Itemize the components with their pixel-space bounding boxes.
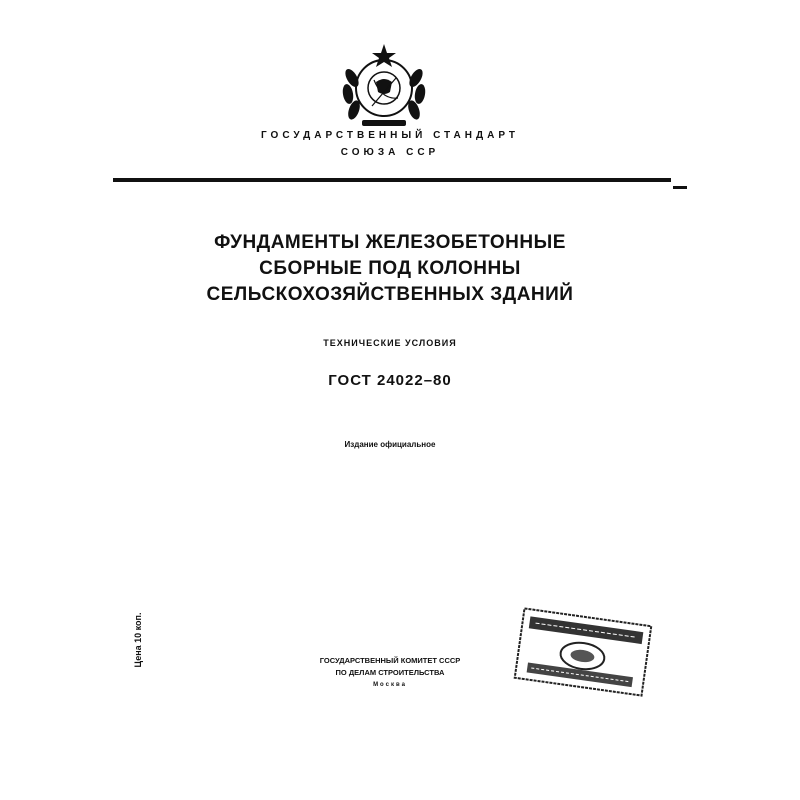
header-state-standard: ГОСУДАРСТВЕННЫЙ СТАНДАРТ: [261, 130, 519, 141]
library-stamp-icon: [511, 605, 654, 699]
publisher-line-2: ПО ДЕЛАМ СТРОИТЕЛЬСТВА: [335, 668, 445, 677]
document-title: [150, 230, 630, 308]
price-text: Цена 10 коп.: [133, 612, 143, 668]
title-line-1: ФУНДАМЕНТЫ ЖЕЛЕЗОБЕТОННЫЕ: [214, 232, 566, 253]
edition-note: Издание официальное: [344, 440, 436, 449]
publisher-line-1: ГОСУДАРСТВЕННЫЙ КОМИТЕТ СССР: [319, 656, 461, 665]
title-line-2: СБОРНЫЕ ПОД КОЛОННЫ: [259, 258, 521, 279]
ussr-state-emblem-icon: [336, 38, 432, 134]
publisher-block: [290, 655, 490, 691]
title-line-3: СЕЛЬСКОХОЗЯЙСТВЕННЫХ ЗДАНИЙ: [206, 284, 574, 305]
header-rule: [113, 178, 671, 182]
document-subtitle: ТЕХНИЧЕСКИЕ УСЛОВИЯ: [323, 338, 457, 348]
publisher-city: Москва: [373, 682, 407, 688]
header-rule-tick: [673, 186, 687, 189]
header-union-ssr: СОЮЗА ССР: [340, 147, 440, 158]
price-label: [131, 610, 145, 670]
standard-number: ГОСТ 24022–80: [328, 372, 452, 389]
